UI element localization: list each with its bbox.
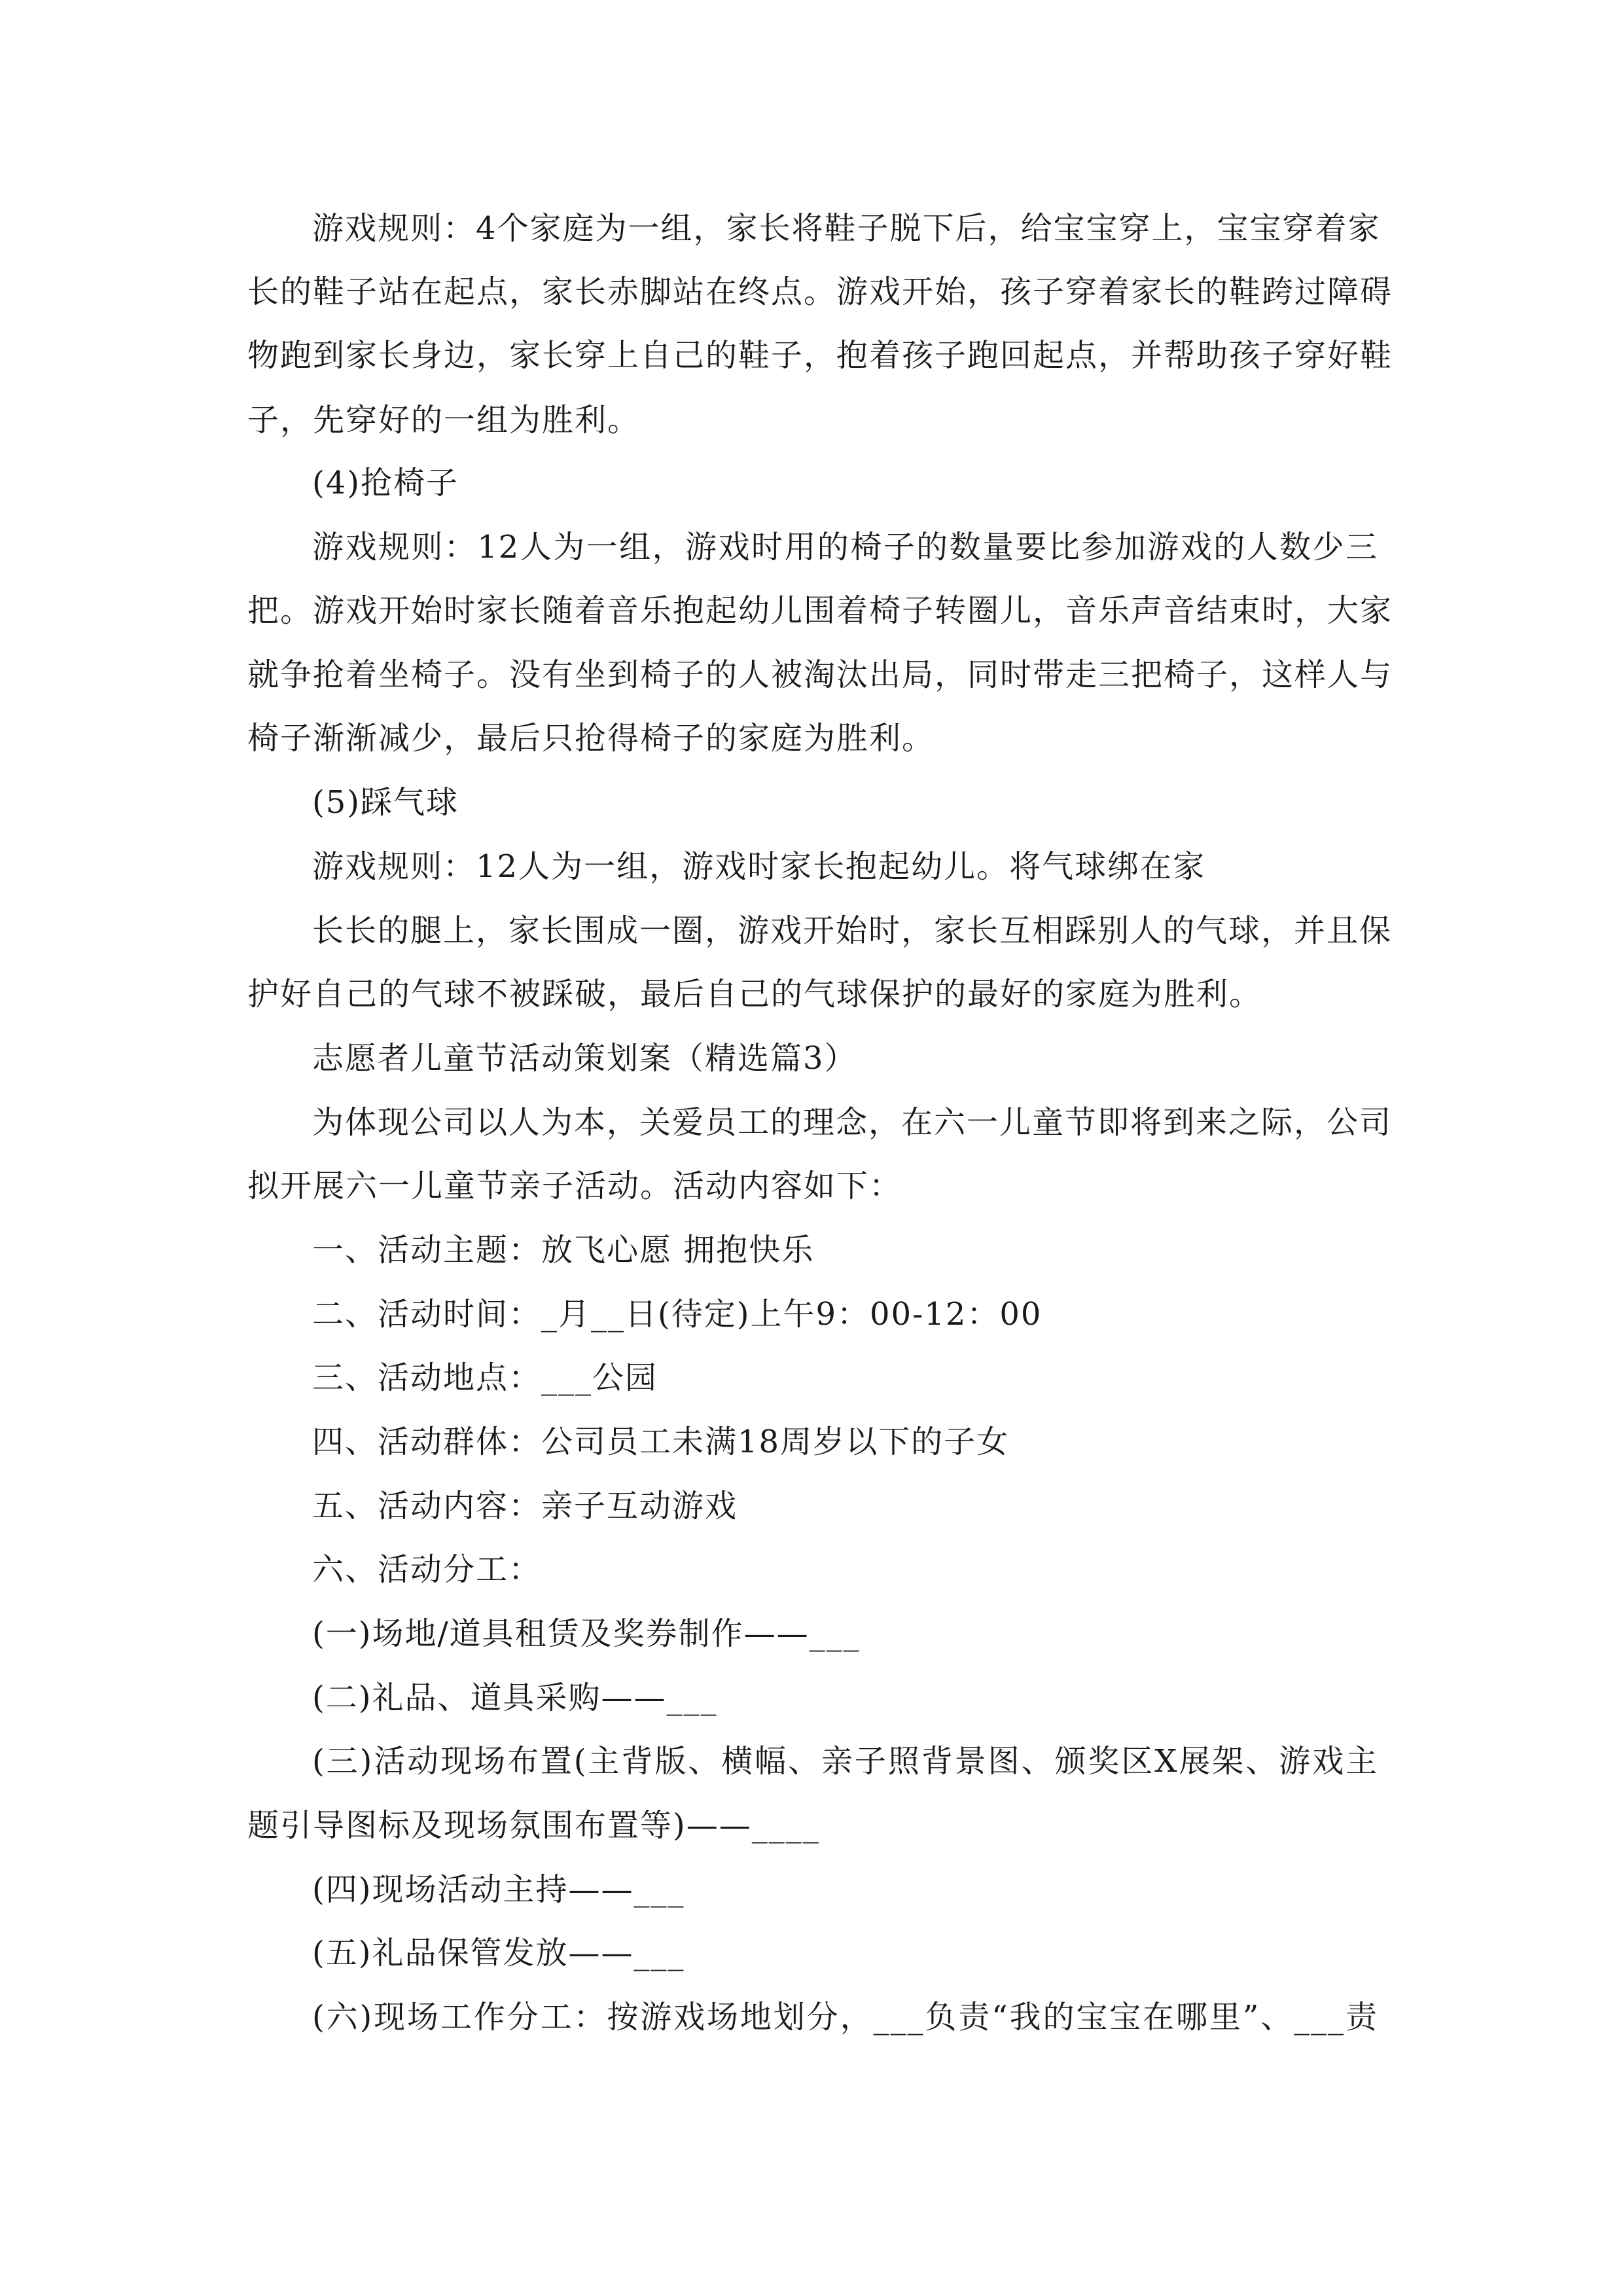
list-item: 五、活动内容：亲子互动游戏: [312, 1488, 738, 1524]
section-heading: 志愿者儿童节活动策划案（精选篇3）: [312, 1040, 857, 1077]
list-item: 题引导图标及现场氛围布置等)——____: [247, 1807, 820, 1844]
list-item: (三)活动现场布置(主背版、横幅、亲子照背景图、颁奖区X展架、游戏主: [312, 1743, 1378, 1780]
list-item: (一)场地/道具租赁及奖券制作——___: [312, 1615, 861, 1652]
paragraph-line: 椅子渐渐减少，最后只抢得椅子的家庭为胜利。: [247, 720, 935, 757]
paragraph-line: 就争抢着坐椅子。没有坐到椅子的人被淘汰出局，同时带走三把椅子，这样人与: [247, 656, 1393, 693]
paragraph-line: 把。游戏开始时家长随着音乐抱起幼儿围着椅子转圈儿，音乐声音结束时，大家: [247, 592, 1393, 629]
section-heading: (5)踩气球: [312, 784, 459, 821]
list-item: (六)现场工作分工：按游戏场地划分，___负责“我的宝宝在哪里”、___责: [312, 1999, 1378, 2036]
paragraph-line: 游戏规则：4个家庭为一组，家长将鞋子脱下后，给宝宝穿上，宝宝穿着家: [312, 210, 1381, 247]
paragraph-line: 长长的腿上，家长围成一圈，游戏开始时，家长互相踩别人的气球，并且保: [312, 912, 1393, 949]
paragraph-line: 拟开展六一儿童节亲子活动。活动内容如下：: [247, 1168, 902, 1204]
list-item: 一、活动主题：放飞心愿 拥抱快乐: [312, 1232, 815, 1268]
paragraph-line: 游戏规则：12人为一组，游戏时家长抱起幼儿。将气球绑在家: [312, 848, 1206, 885]
list-item: (四)现场活动主持——___: [312, 1871, 685, 1908]
section-heading: (4)抢椅子: [312, 465, 459, 501]
paragraph-line: 长的鞋子站在起点，家长赤脚站在终点。游戏开始，孩子穿着家长的鞋跨过障碍: [247, 274, 1393, 310]
list-item: 三、活动地点：___公园: [312, 1359, 658, 1396]
list-item: 六、活动分工：: [312, 1551, 542, 1588]
paragraph-line: 游戏规则：12人为一组，游戏时用的椅子的数量要比参加游戏的人数少三: [312, 529, 1378, 565]
paragraph-line: 为体现公司以人为本，关爱员工的理念，在六一儿童节即将到来之际，公司: [312, 1104, 1393, 1141]
list-item: 四、活动群体：公司员工未满18周岁以下的子女: [312, 1424, 1010, 1460]
list-item: 二、活动时间：_月__日(待定)上午9：00-12：00: [312, 1296, 1043, 1333]
paragraph-line: 子，先穿好的一组为胜利。: [247, 402, 641, 439]
paragraph-line: 物跑到家长身边，家长穿上自己的鞋子，抱着孩子跑回起点，并帮助孩子穿好鞋: [247, 337, 1393, 374]
paragraph-line: 护好自己的气球不被踩破，最后自己的气球保护的最好的家庭为胜利。: [247, 976, 1262, 1013]
list-item: (二)礼品、道具采购——___: [312, 1679, 718, 1716]
list-item: (五)礼品保管发放——___: [312, 1935, 685, 1971]
